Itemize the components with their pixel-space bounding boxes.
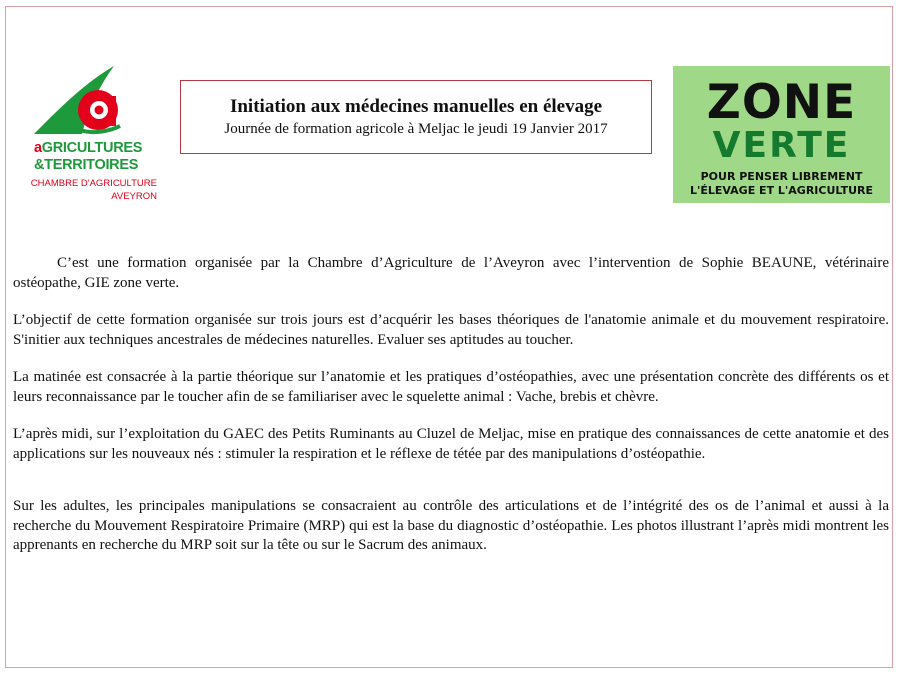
paragraph-objective: L’objectif de cette formation organisée sur trois jours est d’acquérir les bases théoriques de l'anatomie animale et du mouvement respiratoire. S'initier aux techniques ancestrales de médecines naturelles. Evaluer ses aptitudes au toucher. [13, 312, 889, 348]
zone-verte-tagline2: L'ÉLEVAGE ET L'AGRICULTURE [689, 184, 873, 197]
logo-left-line4: AVEYRON [111, 191, 157, 202]
title-box [180, 80, 652, 154]
document-body [13, 254, 889, 556]
zone-verte-logo [673, 66, 890, 203]
logo-left-line3: CHAMBRE D'AGRICULTURE [30, 178, 157, 189]
agricultures-territoires-logo [28, 62, 163, 212]
paragraph-afternoon: L’après midi, sur l’exploitation du GAEC des Petits Ruminants au Cluzel de Meljac, mise en pratique des connaissances de cette anatomie et des applications sur les nouveaux nés : stimuler la respiration et le réflexe de tétée par des manipulations d’ostéopathie. [13, 426, 889, 462]
chamber-emblem-icon [28, 62, 163, 142]
zone-verte-verte: VERTE [712, 125, 851, 166]
paragraph-morning: La matinée est consacrée à la partie théorique sur l’anatomie et les pratiques d’ostéopathies, avec une présentation concrète des différents os et leurs reconnaissance par le toucher afin de se familiariser avec le squelette animal : Vache, brebis et chèvre. [13, 369, 889, 405]
paragraph-adults: Sur les adultes, les principales manipulations se consacraient au contrôle des articulations et de l’intégrité des os de l’animal et aussi à la recherche du Mouvement Respiratoire Primaire (MRP) qui est la base du diagnostic d’ostéopathie. Les photos illustrant l’après midi montrent les apprenants en recherche du MRP soit sur la tête ou sur le Sacrum des animaux. [13, 498, 889, 553]
logo-left-line1 [34, 140, 142, 156]
logo-left-line2 [34, 157, 138, 173]
document-subtitle: Journée de formation agricole à Meljac le jeudi 19 Janvier 2017 [224, 121, 608, 137]
document-title: Initiation aux médecines manuelles en élevage [229, 96, 603, 117]
zone-verte-tagline1: POUR PENSER LIBREMENT [700, 170, 863, 183]
logo-left-red-a: a [34, 140, 42, 156]
logo-left-amp: & [34, 157, 45, 173]
zone-verte-zone: ZONE [706, 75, 857, 130]
paragraph-intro: C’est une formation organisée par la Chambre d’Agriculture de l’Aveyron avec l’intervention de Sophie BEAUNE, vétérinaire ostéopathe, GIE zone verte. [13, 255, 889, 291]
logo-left-line2-rest: TERRITOIRES [44, 157, 139, 173]
logo-left-line1-rest: GRICULTURES [41, 140, 143, 156]
